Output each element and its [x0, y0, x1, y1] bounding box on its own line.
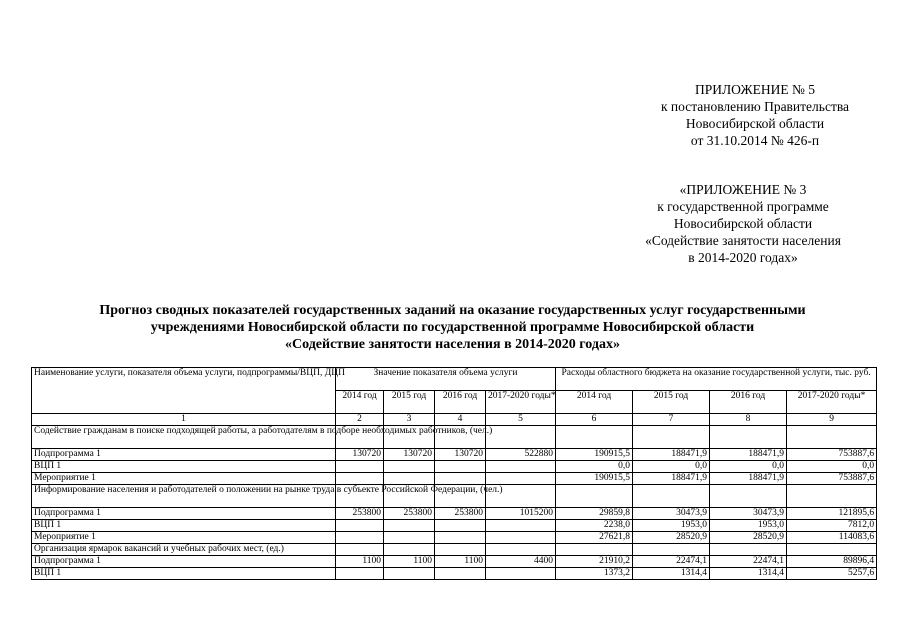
volume-cell: 522880	[486, 449, 556, 461]
empty-cell	[633, 485, 710, 508]
empty-cell	[633, 426, 710, 449]
volume-cell: 253800	[435, 508, 486, 520]
table-row	[32, 461, 877, 473]
document-title-line: «Содействие занятости населения в 2014-2020 годах»	[285, 337, 620, 352]
expense-cell: 1373,2	[556, 568, 633, 580]
expense-cell: 1314,4	[633, 568, 710, 580]
expense-cell: 121895,6	[787, 508, 877, 520]
section-label: Организация ярмарок вакансий и учебных рабочих мест, (ед.)	[32, 544, 336, 556]
volume-cell	[384, 568, 435, 580]
empty-cell	[384, 544, 435, 556]
header-year: 2017-2020 годы*	[486, 391, 556, 414]
empty-cell	[710, 426, 787, 449]
row-label: ВЦП 1	[32, 568, 336, 580]
table-row	[32, 449, 877, 461]
volume-cell	[486, 461, 556, 473]
volume-cell: 1100	[384, 556, 435, 568]
expense-cell: 22474,1	[633, 556, 710, 568]
column-number: 8	[710, 414, 787, 426]
volume-cell	[435, 461, 486, 473]
header-expense-group: Расходы областного бюджета на оказание государственной услуги, тыс. руб.	[556, 368, 877, 391]
column-number: 5	[486, 414, 556, 426]
column-number: 3	[384, 414, 435, 426]
header-row	[32, 368, 877, 391]
table-row	[32, 556, 877, 568]
empty-cell	[556, 544, 633, 556]
volume-cell: 4400	[486, 556, 556, 568]
volume-cell	[384, 473, 435, 485]
section-label: Информирование населения и работодателей о положении на рынке труда в субъекте Российской Федерации, (чел.)	[32, 485, 336, 508]
empty-cell	[486, 426, 556, 449]
expense-cell: 188471,9	[710, 473, 787, 485]
volume-cell	[384, 532, 435, 544]
column-number: 7	[633, 414, 710, 426]
empty-cell	[435, 544, 486, 556]
appendix-header-5	[600, 81, 910, 149]
appendix-line: «Содействие занятости населения	[645, 233, 841, 248]
header-volume-group: Значение показателя объема услуги	[336, 368, 556, 391]
expense-cell: 29859,8	[556, 508, 633, 520]
expense-cell: 28520,9	[710, 532, 787, 544]
table-row	[32, 532, 877, 544]
volume-cell	[336, 532, 384, 544]
expense-cell: 89896,4	[787, 556, 877, 568]
empty-cell	[787, 426, 877, 449]
table-row	[32, 473, 877, 485]
document-title	[30, 302, 875, 353]
volume-cell: 130720	[384, 449, 435, 461]
appendix-title: ПРИЛОЖЕНИЕ № 5	[694, 82, 816, 97]
header-year: 2015 год	[633, 391, 710, 414]
section-row	[32, 485, 877, 508]
table-row	[32, 508, 877, 520]
volume-cell	[486, 568, 556, 580]
table-row	[32, 520, 877, 532]
header-year: 2014 год	[336, 391, 384, 414]
expense-cell: 0,0	[633, 461, 710, 473]
volume-cell: 1100	[435, 556, 486, 568]
row-label: Подпрограмма 1	[32, 556, 336, 568]
row-label: ВЦП 1	[32, 520, 336, 532]
header-year: 2017-2020 годы*	[787, 391, 877, 414]
section-row	[32, 426, 877, 449]
expense-cell: 7812,0	[787, 520, 877, 532]
appendix-line: к государственной программе	[657, 199, 829, 214]
forecast-table	[31, 367, 877, 580]
header-year: 2016 год	[435, 391, 486, 414]
column-number: 6	[556, 414, 633, 426]
header-year: 2015 год	[384, 391, 435, 414]
volume-cell	[435, 568, 486, 580]
column-numbers-row	[32, 414, 877, 426]
appendix-title: «ПРИЛОЖЕНИЕ № 3	[679, 182, 807, 197]
empty-cell	[486, 544, 556, 556]
volume-cell: 253800	[384, 508, 435, 520]
expense-cell: 5257,6	[787, 568, 877, 580]
volume-cell	[336, 520, 384, 532]
volume-cell	[435, 532, 486, 544]
appendix-date-line: от 31.10.2014 № 426-п	[690, 133, 820, 148]
expense-cell: 1953,0	[633, 520, 710, 532]
appendix-line: Новосибирской области	[685, 116, 825, 131]
volume-cell: 1100	[336, 556, 384, 568]
appendix-line: в 2014-2020 годах»	[688, 250, 798, 265]
expense-cell: 753887,6	[787, 473, 877, 485]
document-title-line: Прогноз сводных показателей государственных заданий на оказание государственных услуг государственными	[99, 303, 806, 318]
empty-cell	[787, 485, 877, 508]
volume-cell	[384, 461, 435, 473]
volume-cell: 1015200	[486, 508, 556, 520]
expense-cell: 753887,6	[787, 449, 877, 461]
volume-cell: 253800	[336, 508, 384, 520]
volume-cell	[486, 473, 556, 485]
row-label: Мероприятие 1	[32, 532, 336, 544]
expense-cell: 190915,5	[556, 449, 633, 461]
expense-cell: 190915,5	[556, 473, 633, 485]
volume-cell	[486, 532, 556, 544]
empty-cell	[336, 544, 384, 556]
header-year: 2014 год	[556, 391, 633, 414]
row-label: Мероприятие 1	[32, 473, 336, 485]
section-label: Содействие гражданам в поиске подходящей работы, а работодателям в подборе необходимых работников, (чел.)	[32, 426, 336, 449]
volume-cell	[435, 520, 486, 532]
row-label: Подпрограмма 1	[32, 508, 336, 520]
empty-cell	[633, 544, 710, 556]
column-number: 1	[32, 414, 336, 426]
expense-cell: 2238,0	[556, 520, 633, 532]
empty-cell	[787, 544, 877, 556]
volume-cell	[384, 520, 435, 532]
appendix-line: Новосибирской области	[673, 216, 813, 231]
volume-cell	[336, 568, 384, 580]
expense-cell: 0,0	[556, 461, 633, 473]
section-row	[32, 544, 877, 556]
empty-cell	[710, 485, 787, 508]
volume-cell	[336, 473, 384, 485]
expense-cell: 1314,4	[710, 568, 787, 580]
expense-cell: 0,0	[710, 461, 787, 473]
expense-cell: 27621,8	[556, 532, 633, 544]
expense-cell: 114083,6	[787, 532, 877, 544]
header-name-column: Наименование услуги, показателя объема услуги, подпрограммы/ВЦП, ДЦП	[32, 368, 336, 414]
volume-cell: 130720	[336, 449, 384, 461]
expense-cell: 30473,9	[710, 508, 787, 520]
empty-cell	[710, 544, 787, 556]
volume-cell	[435, 473, 486, 485]
document-title-line: учреждениями Новосибирской области по государственной программе Новосибирской области	[150, 320, 755, 335]
volume-cell	[486, 520, 556, 532]
volume-cell	[336, 461, 384, 473]
appendix-line: к постановлению Правительства	[660, 99, 850, 114]
expense-cell: 28520,9	[633, 532, 710, 544]
appendix-header-3	[588, 181, 898, 266]
expense-cell: 1953,0	[710, 520, 787, 532]
expense-cell: 21910,2	[556, 556, 633, 568]
expense-cell: 188471,9	[710, 449, 787, 461]
expense-cell: 0,0	[787, 461, 877, 473]
volume-cell: 130720	[435, 449, 486, 461]
table-row	[32, 568, 877, 580]
header-year: 2016 год	[710, 391, 787, 414]
column-number: 9	[787, 414, 877, 426]
column-number: 2	[336, 414, 384, 426]
empty-cell	[556, 485, 633, 508]
expense-cell: 22474,1	[710, 556, 787, 568]
column-number: 4	[435, 414, 486, 426]
expense-cell: 30473,9	[633, 508, 710, 520]
expense-cell: 188471,9	[633, 449, 710, 461]
empty-cell	[556, 426, 633, 449]
expense-cell: 188471,9	[633, 473, 710, 485]
row-label: ВЦП 1	[32, 461, 336, 473]
row-label: Подпрограмма 1	[32, 449, 336, 461]
